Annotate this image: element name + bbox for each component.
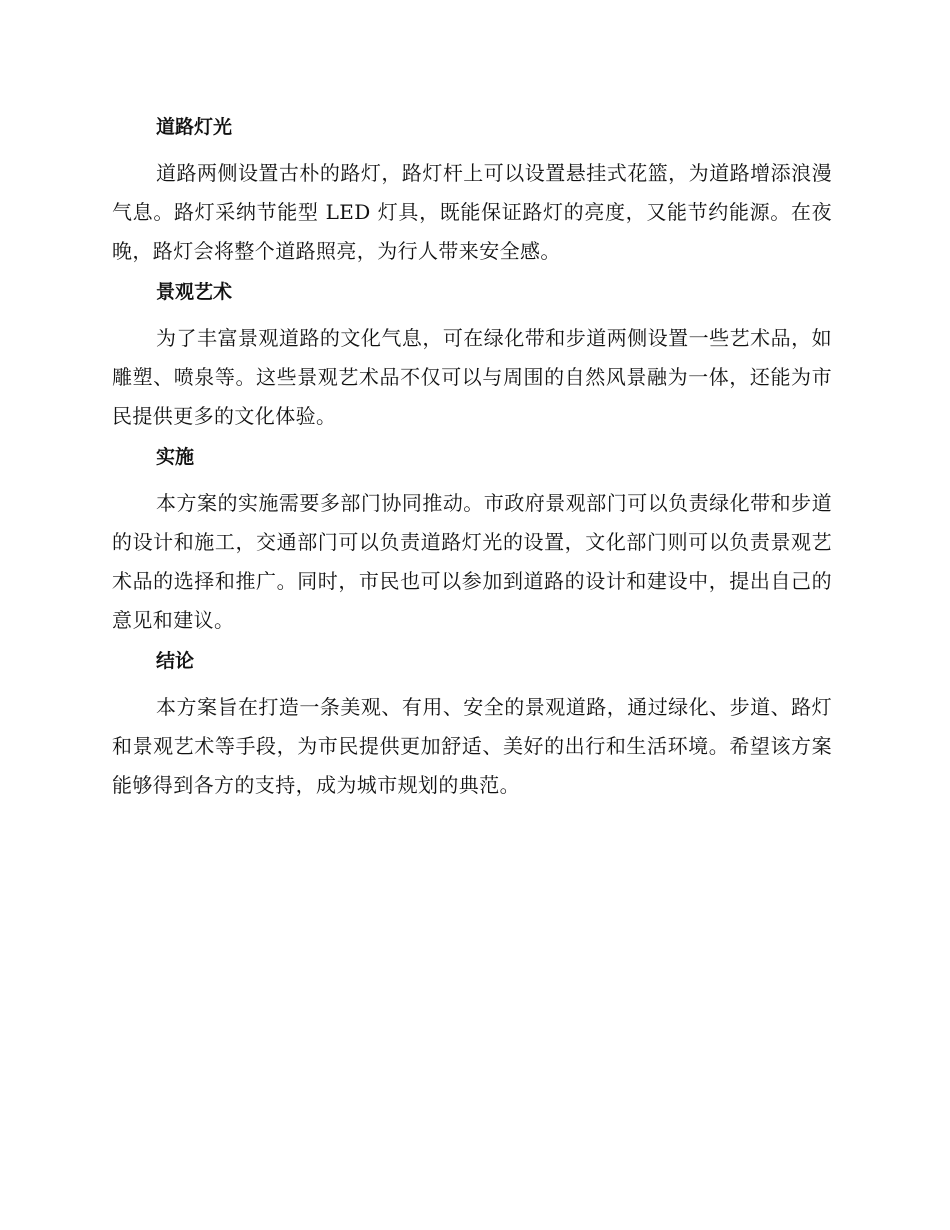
section-road-lighting — [112, 112, 832, 271]
section-paragraph: 本方案旨在打造一条美观、有用、安全的景观道路，通过绿化、步道、路灯和景观艺术等手段，为市民提供更加舒适、美好的出行和生活环境。希望该方案能够得到各方的支持，成为城市规划的典范。 — [112, 695, 832, 797]
section-heading: 结论 — [156, 650, 195, 672]
section-paragraph: 本方案的实施需要多部门协同推动。市政府景观部门可以负责绿化带和步道的设计和施工，交通部门可以负责道路灯光的设置，文化部门则可以负责景观艺术品的选择和推广。同时，市民也可以参加到道路的设计和建设中，提出自己的意见和建议。 — [112, 491, 832, 632]
document-page — [112, 106, 832, 809]
section-conclusion — [112, 646, 832, 805]
section-landscape-art — [112, 277, 832, 436]
section-heading: 景观艺术 — [156, 281, 233, 303]
section-implementation — [112, 442, 832, 640]
section-paragraph: 为了丰富景观道路的文化气息，可在绿化带和步道两侧设置一些艺术品，如雕塑、喷泉等。这些景观艺术品不仅可以与周围的自然风景融为一体，还能为市民提供更多的文化体验。 — [112, 326, 832, 428]
section-paragraph: 道路两侧设置古朴的路灯，路灯杆上可以设置悬挂式花篮，为道路增添浪漫气息。路灯采纳节能型 LED 灯具，既能保证路灯的亮度，又能节约能源。在夜晚，路灯会将整个道路照亮，为行人带来安全感。 — [112, 161, 832, 263]
section-heading: 道路灯光 — [156, 116, 233, 138]
section-heading: 实施 — [156, 446, 195, 468]
